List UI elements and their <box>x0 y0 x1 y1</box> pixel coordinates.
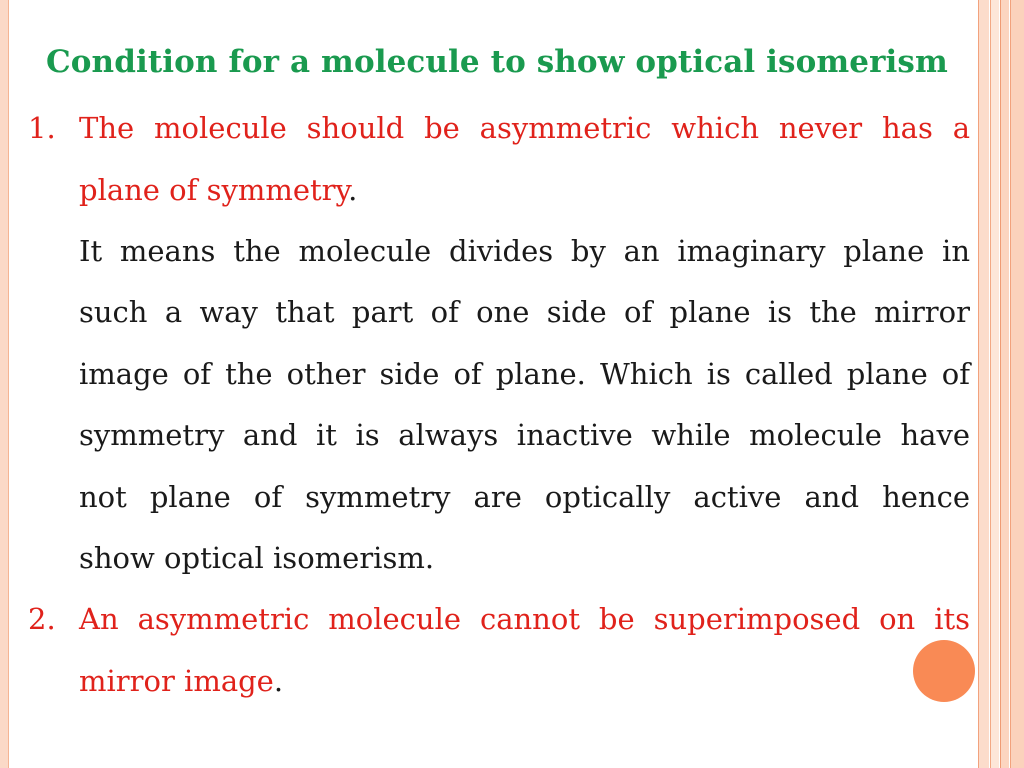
explanation-line-5: not plane of symmetry are optically active and hence <box>79 480 970 514</box>
explanation-line-2: such a way that part of one side of plane is the mirror <box>79 295 970 329</box>
explanation-line-1: It means the molecule divides by an imaginary plane in <box>79 234 970 268</box>
border-stripe <box>978 0 989 768</box>
border-stripe <box>1010 0 1024 768</box>
slide-title: Condition for a molecule to show optical isomerism <box>46 44 948 80</box>
left-border-decoration <box>0 0 9 768</box>
explanation-line-6: show optical isomerism. <box>79 541 435 575</box>
item-2-period: . <box>273 664 284 698</box>
item-1-period: . <box>348 173 358 207</box>
item-2-line-1: An asymmetric molecule cannot be superimposed on its <box>79 602 970 636</box>
border-stripe <box>1000 0 1009 768</box>
item-1-number: 1. <box>28 111 56 145</box>
item-1-line-2 <box>79 170 970 210</box>
accent-circle <box>913 640 975 702</box>
item-2-line-2 <box>79 661 970 701</box>
border-stripe <box>990 0 999 768</box>
item-2-line-2-text: mirror image <box>79 664 274 698</box>
item-1-line-1: The molecule should be asymmetric which never has a <box>79 111 970 145</box>
explanation-line-3: image of the other side of plane. Which is called plane of <box>79 357 970 391</box>
explanation-line-4: symmetry and it is always inactive while molecule have <box>79 418 970 452</box>
right-border-decoration <box>978 0 1024 768</box>
item-2-number: 2. <box>28 602 56 636</box>
item-1-line-2-text: plane of symmetry <box>79 173 349 207</box>
